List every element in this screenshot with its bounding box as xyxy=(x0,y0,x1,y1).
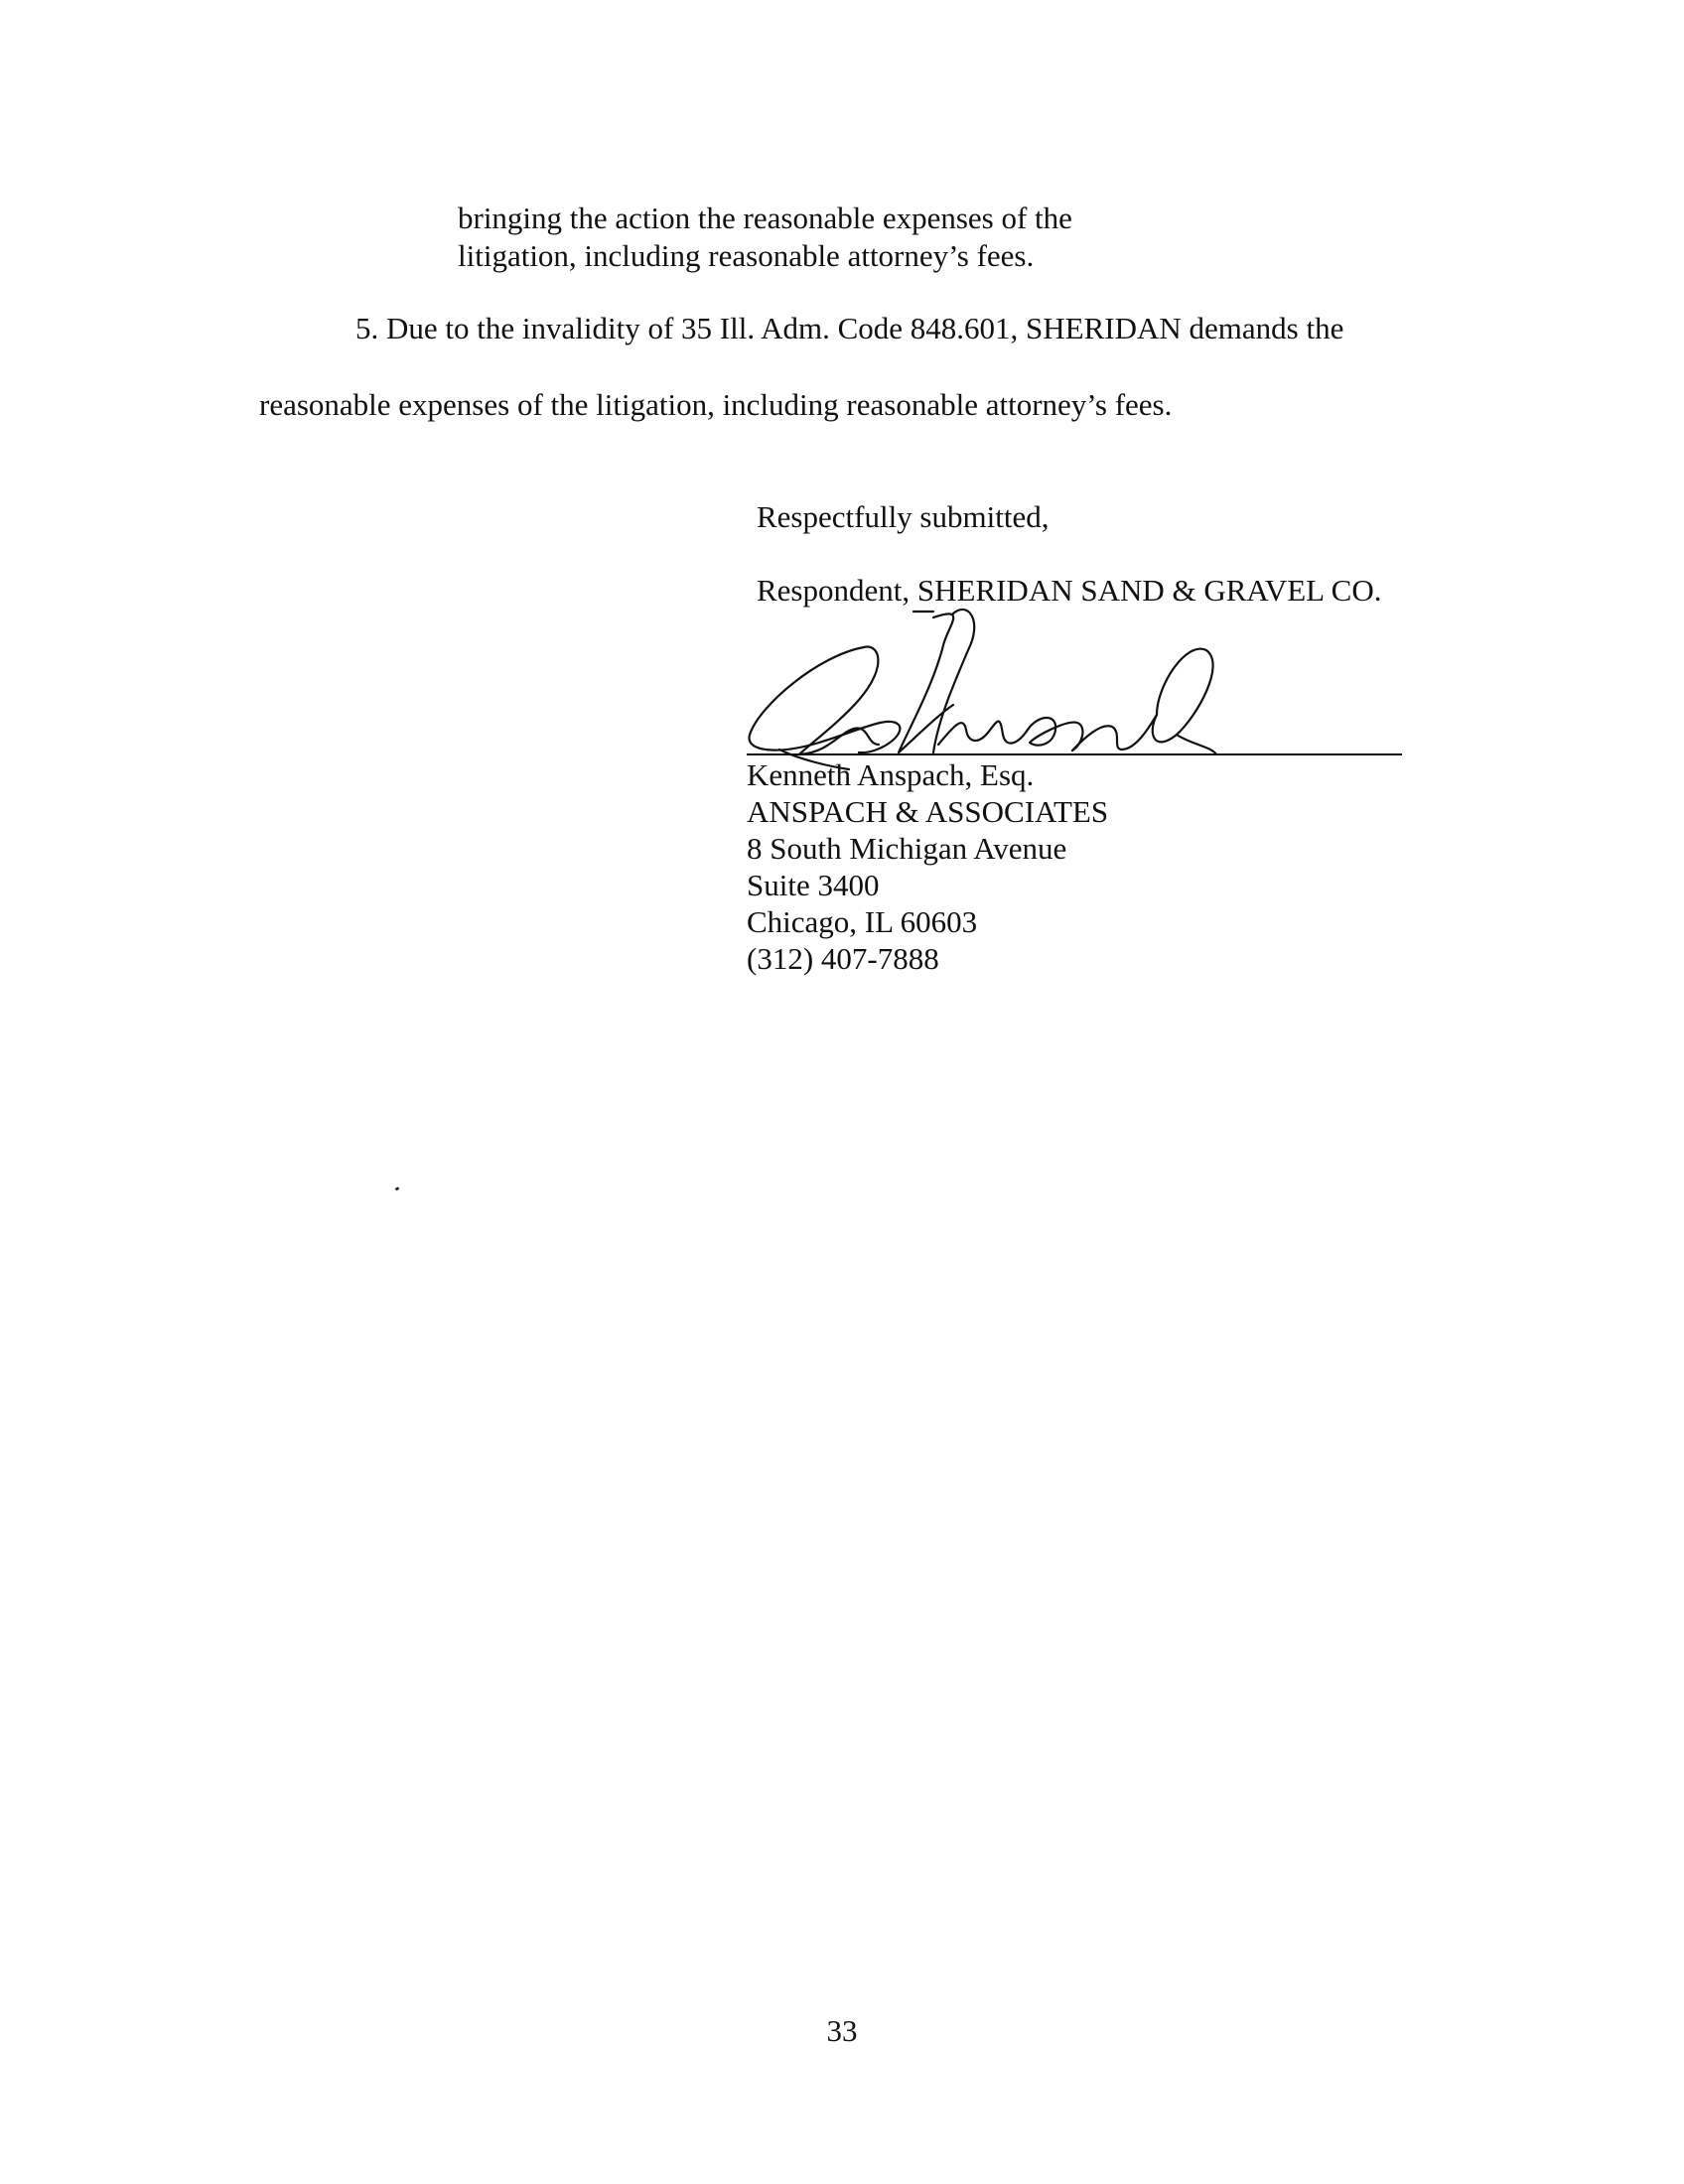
page-number: 33 xyxy=(826,2013,858,2048)
paragraph-5-line-2: reasonable expenses of the litigation, including reasonable attorney’s fees. xyxy=(259,387,1173,422)
address-city: Chicago, IL 60603 xyxy=(747,904,978,939)
closing-salutation: Respectfully submitted, xyxy=(757,499,1050,534)
respondent-line: Respondent, SHERIDAN SAND & GRAVEL CO. xyxy=(757,573,1382,608)
firm-name: ANSPACH & ASSOCIATES xyxy=(747,794,1109,829)
signature-block xyxy=(747,756,1108,977)
attorney-name: Kenneth Anspach, Esq. xyxy=(747,757,1035,792)
signature-line xyxy=(747,753,1402,755)
quoted-text-line-2: litigation, including reasonable attorney’s fees. xyxy=(458,238,1035,273)
address-suite: Suite 3400 xyxy=(747,868,880,902)
handwritten-signature xyxy=(740,606,1415,774)
quoted-text-line-1: bringing the action the reasonable expenses of the xyxy=(458,201,1072,235)
address-street: 8 South Michigan Avenue xyxy=(747,831,1067,866)
phone-number: (312) 407-7888 xyxy=(747,941,939,976)
scan-speck xyxy=(395,1186,400,1191)
paragraph-5-line-1: 5. Due to the invalidity of 35 Ill. Adm. Code 848.601, SHERIDAN demands the xyxy=(355,311,1344,345)
